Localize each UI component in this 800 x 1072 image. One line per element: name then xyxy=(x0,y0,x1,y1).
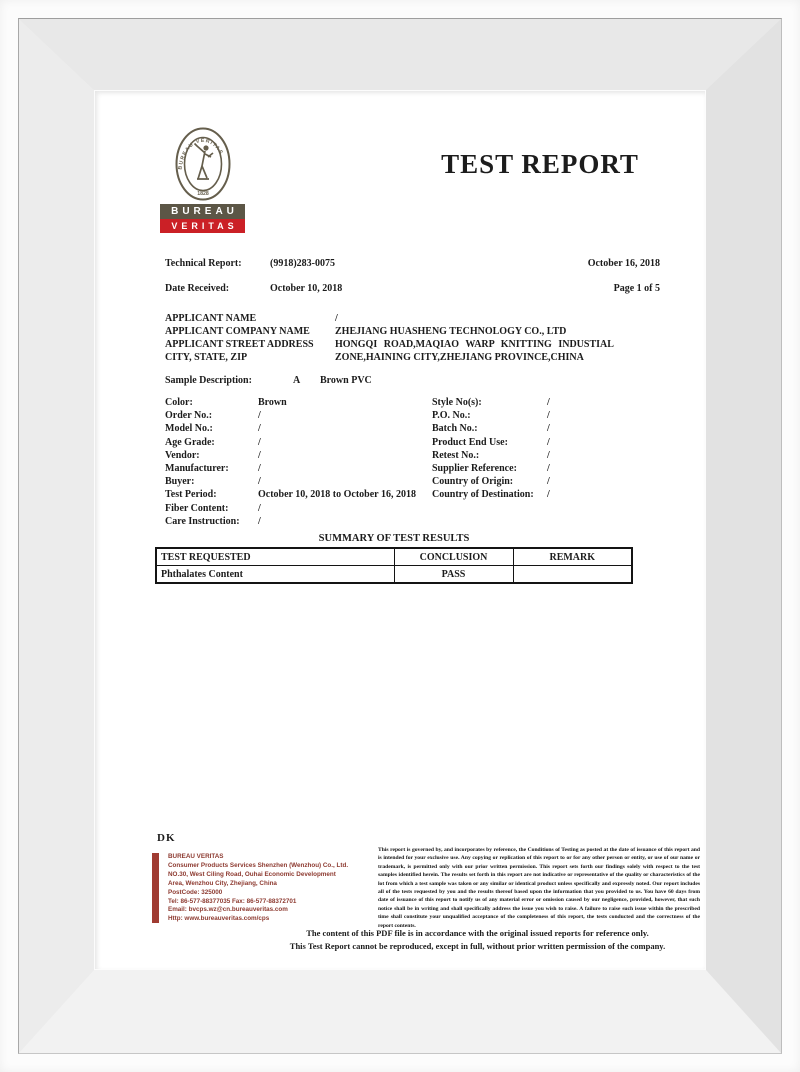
detail-value: / xyxy=(258,410,261,422)
detail-row xyxy=(165,462,427,475)
detail-row xyxy=(165,409,427,422)
summary-data-row xyxy=(156,566,632,584)
applicant-name-value: / xyxy=(335,313,338,324)
applicant-row xyxy=(165,325,670,338)
detail-value: / xyxy=(258,463,261,475)
sample-index: A xyxy=(293,375,301,386)
detail-value: / xyxy=(258,476,261,488)
detail-value: / xyxy=(547,463,550,475)
cell-test-requested: Phthalates Content xyxy=(156,566,394,584)
detail-value: / xyxy=(258,502,261,514)
address-line: Consumer Products Services Shenzhen (Wenzhou) Co., Ltd. xyxy=(168,861,349,869)
header-conclusion: CONCLUSION xyxy=(394,548,513,566)
applicant-row xyxy=(165,338,670,351)
technical-report-label: Technical Report: xyxy=(165,258,242,269)
detail-row xyxy=(165,396,427,409)
detail-value: / xyxy=(547,423,550,435)
detail-value: / xyxy=(547,476,550,488)
applicant-company-value: ZHEJIANG HUASHENG TECHNOLOGY CO., LTD xyxy=(335,326,567,337)
header-remark: REMARK xyxy=(513,548,632,566)
detail-label: Fiber Content: xyxy=(165,502,229,514)
detail-row xyxy=(165,449,427,462)
footer-dk-initials: DK xyxy=(157,832,176,844)
summary-results-table xyxy=(155,547,633,584)
detail-row xyxy=(432,436,670,449)
detail-row xyxy=(165,422,427,435)
footer-note-1: The content of this PDF file is in accordance with the original issued reports for reference only. xyxy=(306,928,649,938)
detail-label: Country of Origin: xyxy=(432,476,514,488)
detail-value: / xyxy=(547,410,550,422)
address-line: Tel: 86-577-88377035 Fax: 86-577-88372701 xyxy=(168,897,297,905)
applicant-city-label: CITY, STATE, ZIP xyxy=(165,352,248,363)
detail-label: Care Instruction: xyxy=(165,515,240,527)
detail-label: Country of Destination: xyxy=(432,489,534,501)
footer-note-2: This Test Report cannot be reproduced, except in full, without prior written permission of the company. xyxy=(289,940,666,951)
cell-remark xyxy=(513,566,632,584)
detail-value: / xyxy=(547,436,550,448)
date-received-value: October 10, 2018 xyxy=(270,283,343,294)
detail-label: Test Period: xyxy=(165,489,217,501)
detail-value: / xyxy=(547,397,550,408)
detail-value: / xyxy=(258,423,261,435)
bureau-veritas-emblem-icon xyxy=(175,127,231,201)
logo-bureau-banner: BUREAU xyxy=(160,204,245,219)
issue-date: October 16, 2018 xyxy=(587,258,660,269)
detail-row xyxy=(432,409,670,422)
detail-row xyxy=(165,502,427,515)
detail-row xyxy=(165,515,427,528)
detail-label: Supplier Reference: xyxy=(432,463,517,475)
bureau-veritas-logo xyxy=(160,127,245,233)
detail-row xyxy=(432,488,670,501)
applicant-company-label: APPLICANT COMPANY NAME xyxy=(165,326,310,337)
detail-row xyxy=(165,488,427,501)
details-left-column xyxy=(165,396,427,528)
logo-veritas-banner: VERITAS xyxy=(160,219,245,233)
applicant-row xyxy=(165,312,670,325)
detail-label: Order No.: xyxy=(165,410,213,422)
detail-row xyxy=(432,475,670,488)
detail-label: Age Grade: xyxy=(165,436,215,448)
detail-label: Vendor: xyxy=(165,449,200,461)
applicant-row xyxy=(165,351,670,364)
detail-value: / xyxy=(547,449,550,461)
detail-row xyxy=(165,436,427,449)
detail-row xyxy=(165,475,427,488)
sample-description-row xyxy=(165,375,565,386)
report-title: TEST REPORT xyxy=(441,149,639,179)
detail-label: Color: xyxy=(165,397,193,408)
applicant-city-value: ZONE,HAINING CITY,ZHEJIANG PROVINCE,CHINA xyxy=(335,352,584,363)
applicant-name-label: APPLICANT NAME xyxy=(165,313,257,324)
sample-description-label: Sample Description: xyxy=(165,375,252,386)
detail-label: Retest No.: xyxy=(432,449,480,461)
footer-address-bar xyxy=(152,853,159,923)
emblem-year-text: 1828 xyxy=(196,191,209,197)
detail-label: P.O. No.: xyxy=(432,410,471,422)
detail-value: October 10, 2018 to October 16, 2018 xyxy=(258,489,416,501)
detail-label: Style No(s): xyxy=(432,397,482,408)
footer-address xyxy=(168,853,373,924)
detail-row xyxy=(432,396,670,409)
report-meta xyxy=(165,258,660,308)
address-line: Email: bvcps.wz@cn.bureauveritas.com xyxy=(168,906,288,914)
technical-report-value: (9918)283-0075 xyxy=(270,258,335,269)
detail-label: Product End Use: xyxy=(432,436,508,448)
detail-value: / xyxy=(258,449,261,461)
emblem-ring-text: BUREAU VERITAS xyxy=(177,137,224,171)
sample-description-value: Brown PVC xyxy=(320,375,372,386)
detail-label: Model No.: xyxy=(165,423,213,435)
footer-disclaimer: This report is governed by, and incorporates by reference, the Conditions of Testing as posted at the date of issuance of this report and is intended for your exclusive use. Any copying or replication of this report to or for any other person or entity, or use of our name or trademark, is permitted only with our prior written permission. This report sets forth our findings solely with respect to the test samples identified herein. The results set forth in this report are not indicative or representative of the quality or characteristics of the lot from which a test sample was taken or any similar or identical product unless specifically and expressly noted. Our report includes all of the tests requested by you and the results thereof based upon the information that you provided to us. You have 60 days from date of issuance of this report to notify us of any material error or omission caused by our negligence, provided, however, that such notice shall be in writing and shall specifically address the issue you wish to raise. A failure to raise such issue within the prescribed time shall constitute your unqualified acceptance of the completeness of this report, the tests conducted and the correctness of the report contents. xyxy=(378,847,700,929)
applicant-street-value: HONGQI ROAD,MAQIAO WARP KNITTING INDUSTIAL xyxy=(335,339,614,350)
address-line: NO.30, West Ciling Road, Ouhai Economic Development xyxy=(168,870,336,878)
detail-label: Manufacturer: xyxy=(165,463,229,475)
summary-header-row xyxy=(156,548,632,566)
detail-row xyxy=(432,449,670,462)
detail-label: Buyer: xyxy=(165,476,195,488)
meta-row-date-received xyxy=(165,283,660,294)
page-number: Page 1 of 5 xyxy=(613,283,660,294)
detail-value: / xyxy=(547,489,550,501)
detail-value: / xyxy=(258,515,261,527)
meta-row-technical-report xyxy=(165,258,660,269)
detail-row xyxy=(432,422,670,435)
address-line: Area, Wenzhou City, Zhejiang, China xyxy=(168,879,277,887)
detail-value: / xyxy=(258,436,261,448)
details-right-column xyxy=(432,396,670,502)
cell-conclusion: PASS xyxy=(394,566,513,584)
date-received-label: Date Received: xyxy=(165,283,230,294)
applicant-block xyxy=(165,312,670,364)
address-line: BUREAU VERITAS xyxy=(168,853,224,860)
summary-title: SUMMARY OF TEST RESULTS xyxy=(318,533,470,544)
applicant-street-label: APPLICANT STREET ADDRESS xyxy=(165,339,314,350)
address-line: Http: www.bureauveritas.com/cps xyxy=(168,915,270,923)
header-test-requested: TEST REQUESTED xyxy=(156,548,394,566)
detail-label: Batch No.: xyxy=(432,423,478,435)
report-page xyxy=(95,91,705,969)
detail-value: Brown xyxy=(258,397,287,408)
detail-row xyxy=(432,462,670,475)
address-line: PostCode: 325000 xyxy=(168,888,223,896)
footer-notes xyxy=(250,927,705,952)
